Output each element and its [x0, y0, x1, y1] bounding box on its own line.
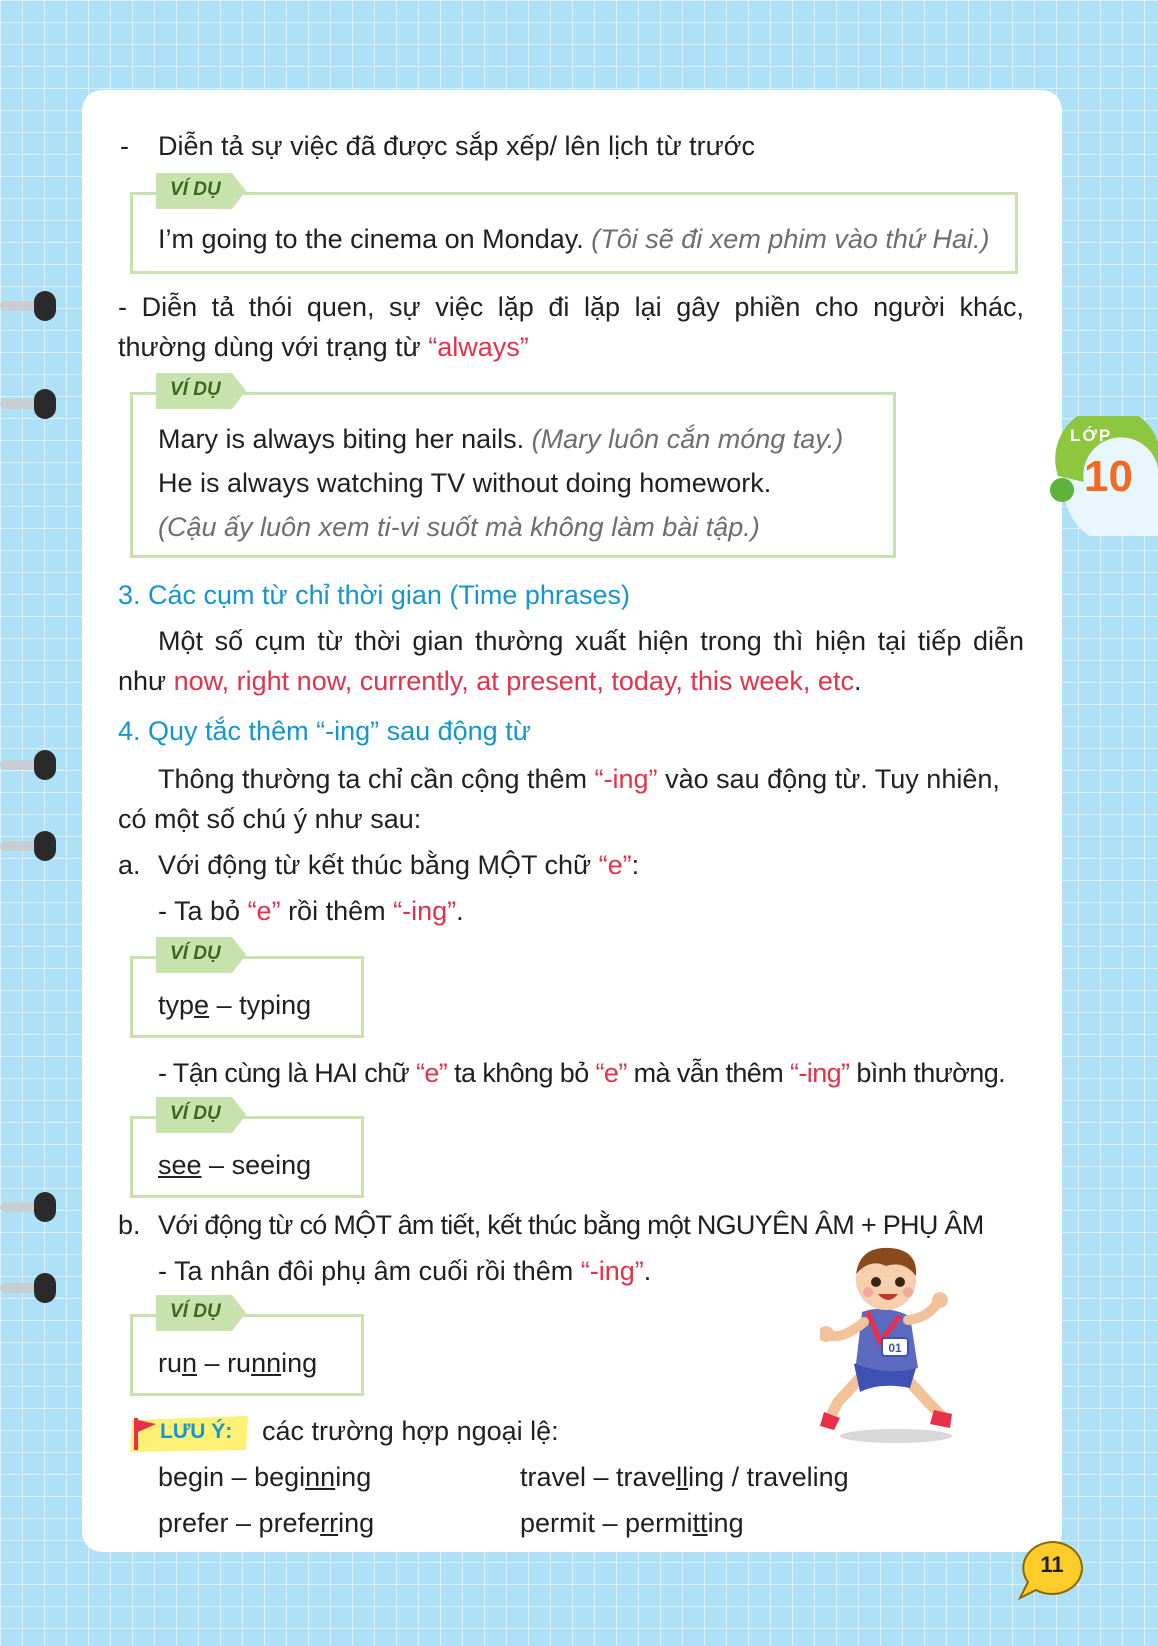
exception-word: permit – permitting: [520, 1508, 744, 1538]
binder-ring: [0, 286, 62, 326]
example-tag: VÍ DỤ: [156, 170, 248, 212]
rule-a-1: - Ta bỏ “e” rồi thêm “-ing”.: [158, 896, 464, 926]
rule-a-2: - Tận cùng là HAI chữ “e” ta không bỏ “e” mà vẫn thêm “-ing” bình thường.: [158, 1058, 1006, 1088]
grade-badge-label: LỚP: [1070, 426, 1113, 445]
binder-ring: [0, 384, 62, 424]
page-number: 11: [1040, 1552, 1064, 1577]
usage-habit-text: - Diễn tả thói quen, sự việc lặp đi lặp lại gây phiền cho người khác,: [118, 292, 1024, 322]
paragraph: Một số cụm từ thời gian thường xuất hiện trong thì hiện tại tiếp diễn: [158, 626, 1024, 656]
item-label: a.: [118, 850, 141, 880]
usage-habit-text-2: thường dùng với trạng từ “always”: [118, 332, 529, 362]
rule-b-1: - Ta nhân đôi phụ âm cuối rồi thêm “-ing”.: [158, 1256, 652, 1286]
usage-arranged-text: Diễn tả sự việc đã được sắp xếp/ lên lịch từ trước: [158, 131, 755, 161]
example-sentence: He is always watching TV without doing homework.: [158, 468, 772, 498]
section-heading-ing-rules: 4. Quy tắc thêm “-ing” sau động từ: [118, 716, 531, 746]
example-sentence: Mary is always biting her nails. (Mary luôn cắn móng tay.): [158, 424, 844, 454]
example-tag: VÍ DỤ: [156, 370, 248, 412]
page-number-bubble: [1016, 1536, 1088, 1602]
paragraph: có một số chú ý như sau:: [118, 804, 422, 834]
exception-word: prefer – preferring: [158, 1508, 375, 1538]
section-heading-time-phrases: 3. Các cụm từ chỉ thời gian (Time phrases): [118, 580, 630, 610]
item-label: b.: [118, 1210, 141, 1240]
example-translation: (Cậu ấy luôn xem ti-vi suốt mà không làm bài tập.): [158, 512, 760, 542]
binder-ring: [0, 1187, 62, 1227]
paragraph: như now, right now, currently, at present, today, this week, etc.: [118, 666, 862, 696]
example-tag: VÍ DỤ: [156, 934, 248, 976]
exception-word: begin – beginning: [158, 1462, 372, 1492]
example-sentence: I’m going to the cinema on Monday. (Tôi sẽ đi xem phim vào thứ Hai.): [158, 224, 990, 254]
note-text: các trường hợp ngoại lệ:: [262, 1416, 559, 1446]
note-label: LƯU Ý:: [124, 1412, 254, 1454]
grade-badge: [1044, 416, 1158, 536]
shirt-number: 01: [888, 1341, 902, 1355]
rule-a-text: Với động từ kết thúc bằng MỘT chữ “e”:: [158, 850, 640, 880]
example-tag: VÍ DỤ: [156, 1094, 248, 1136]
running-boy-illustration: [820, 1246, 970, 1446]
binder-ring: [0, 745, 62, 785]
grade-number: 10: [1084, 452, 1133, 501]
binder-ring: [0, 1268, 62, 1308]
example-word: see – seeing: [158, 1150, 312, 1180]
binder-ring: [0, 826, 62, 866]
rule-b-text: Với động từ có MỘT âm tiết, kết thúc bằng một NGUYÊN ÂM + PHỤ ÂM: [158, 1210, 984, 1240]
bullet-dash: -: [120, 131, 129, 161]
exception-word: travel – travelling / traveling: [520, 1462, 849, 1492]
example-tag: VÍ DỤ: [156, 1292, 248, 1334]
example-word: run – running: [158, 1348, 318, 1378]
example-word: type – typing: [158, 990, 312, 1020]
paragraph: Thông thường ta chỉ cần cộng thêm “-ing” vào sau động từ. Tuy nhiên,: [158, 764, 1000, 794]
